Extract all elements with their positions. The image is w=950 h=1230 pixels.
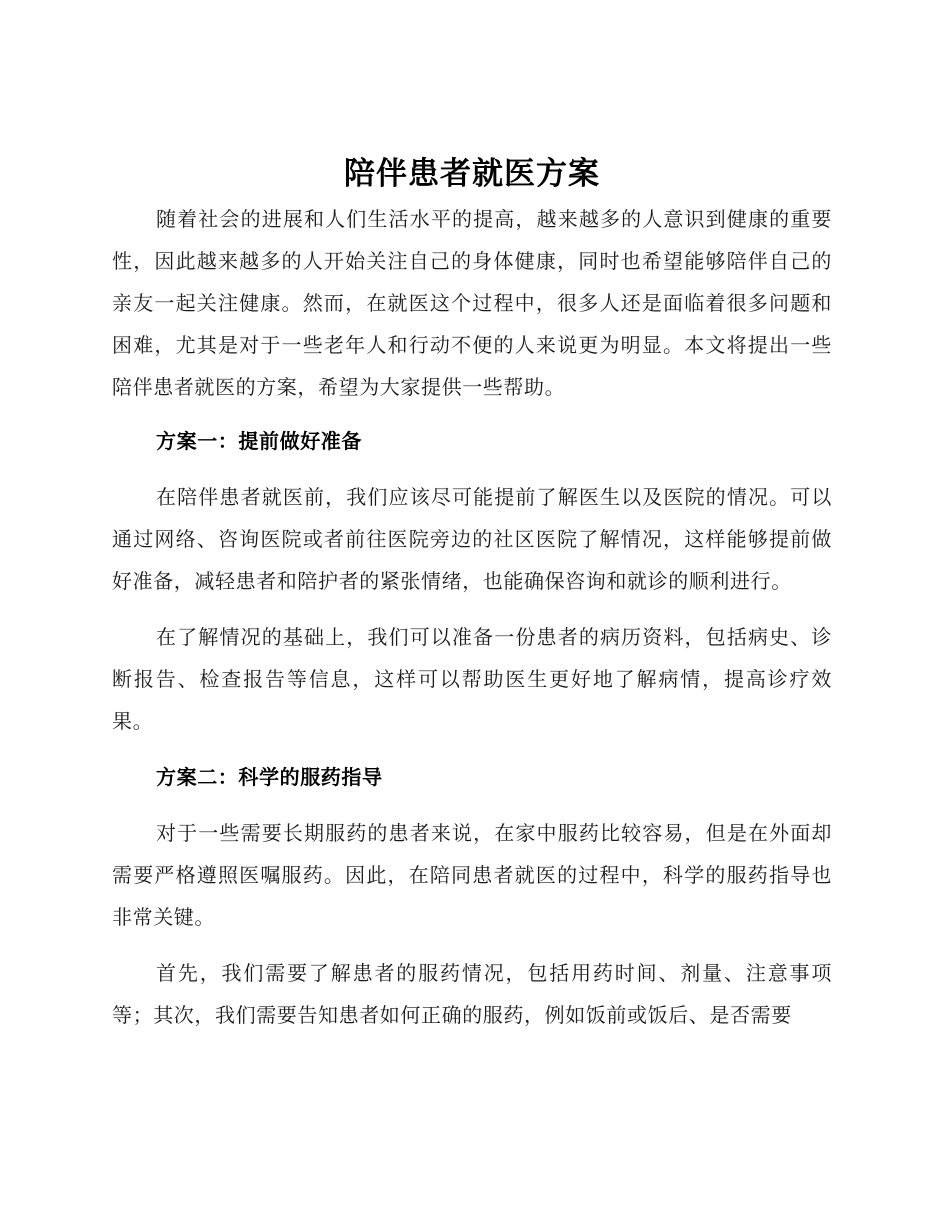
section-2-paragraph-1: 对于一些需要长期服药的患者来说，在家中服药比较容易，但是在外面却需要严格遵照医嘱服药。因此，在陪同患者就医的过程中，科学的服药指导也非常关键。 (112, 821, 832, 929)
spacer (112, 462, 832, 476)
document-body (112, 150, 832, 1036)
section-2-heading: 方案二：科学的服药指导 (156, 765, 383, 789)
spacer (112, 798, 832, 812)
section-2-paragraph-2: 首先，我们需要了解患者的服药情况，包括用药时间、剂量、注意事项等；其次，我们需要告知患者如何正确的服药，例如饭前或饭后、是否需要 (112, 961, 832, 1027)
intro-paragraph: 随着社会的进展和人们生活水平的提高，越来越多的人意识到健康的重要性，因此越来越多的人开始关注自己的身体健康，同时也希望能够陪伴自己的亲友一起关注健康。然而，在就医这个过程中，很多人还是面临着很多问题和困难，尤其是对于一些老年人和行动不便的人来说更为明显。本文将提出一些陪伴患者就医的方案，希望为大家提供一些帮助。 (112, 207, 832, 399)
spacer (112, 408, 832, 420)
spacer (112, 938, 832, 952)
section-1-heading: 方案一：提前做好准备 (156, 429, 362, 453)
spacer (112, 602, 832, 616)
section-1-paragraph-2: 在了解情况的基础上，我们可以准备一份患者的病历资料，包括病史、诊断报告、检查报告等信息，这样可以帮助医生更好地了解病情，提高诊疗效果。 (112, 625, 832, 733)
document-title: 陪伴患者就医方案 (344, 156, 600, 192)
spacer (112, 742, 832, 756)
section-1-paragraph-1: 在陪伴患者就医前，我们应该尽可能提前了解医生以及医院的情况。可以通过网络、咨询医院或者前往医院旁边的社区医院了解情况，这样能够提前做好准备，减轻患者和陪护者的紧张情绪，也能确保咨询和就诊的顺利进行。 (112, 485, 832, 593)
